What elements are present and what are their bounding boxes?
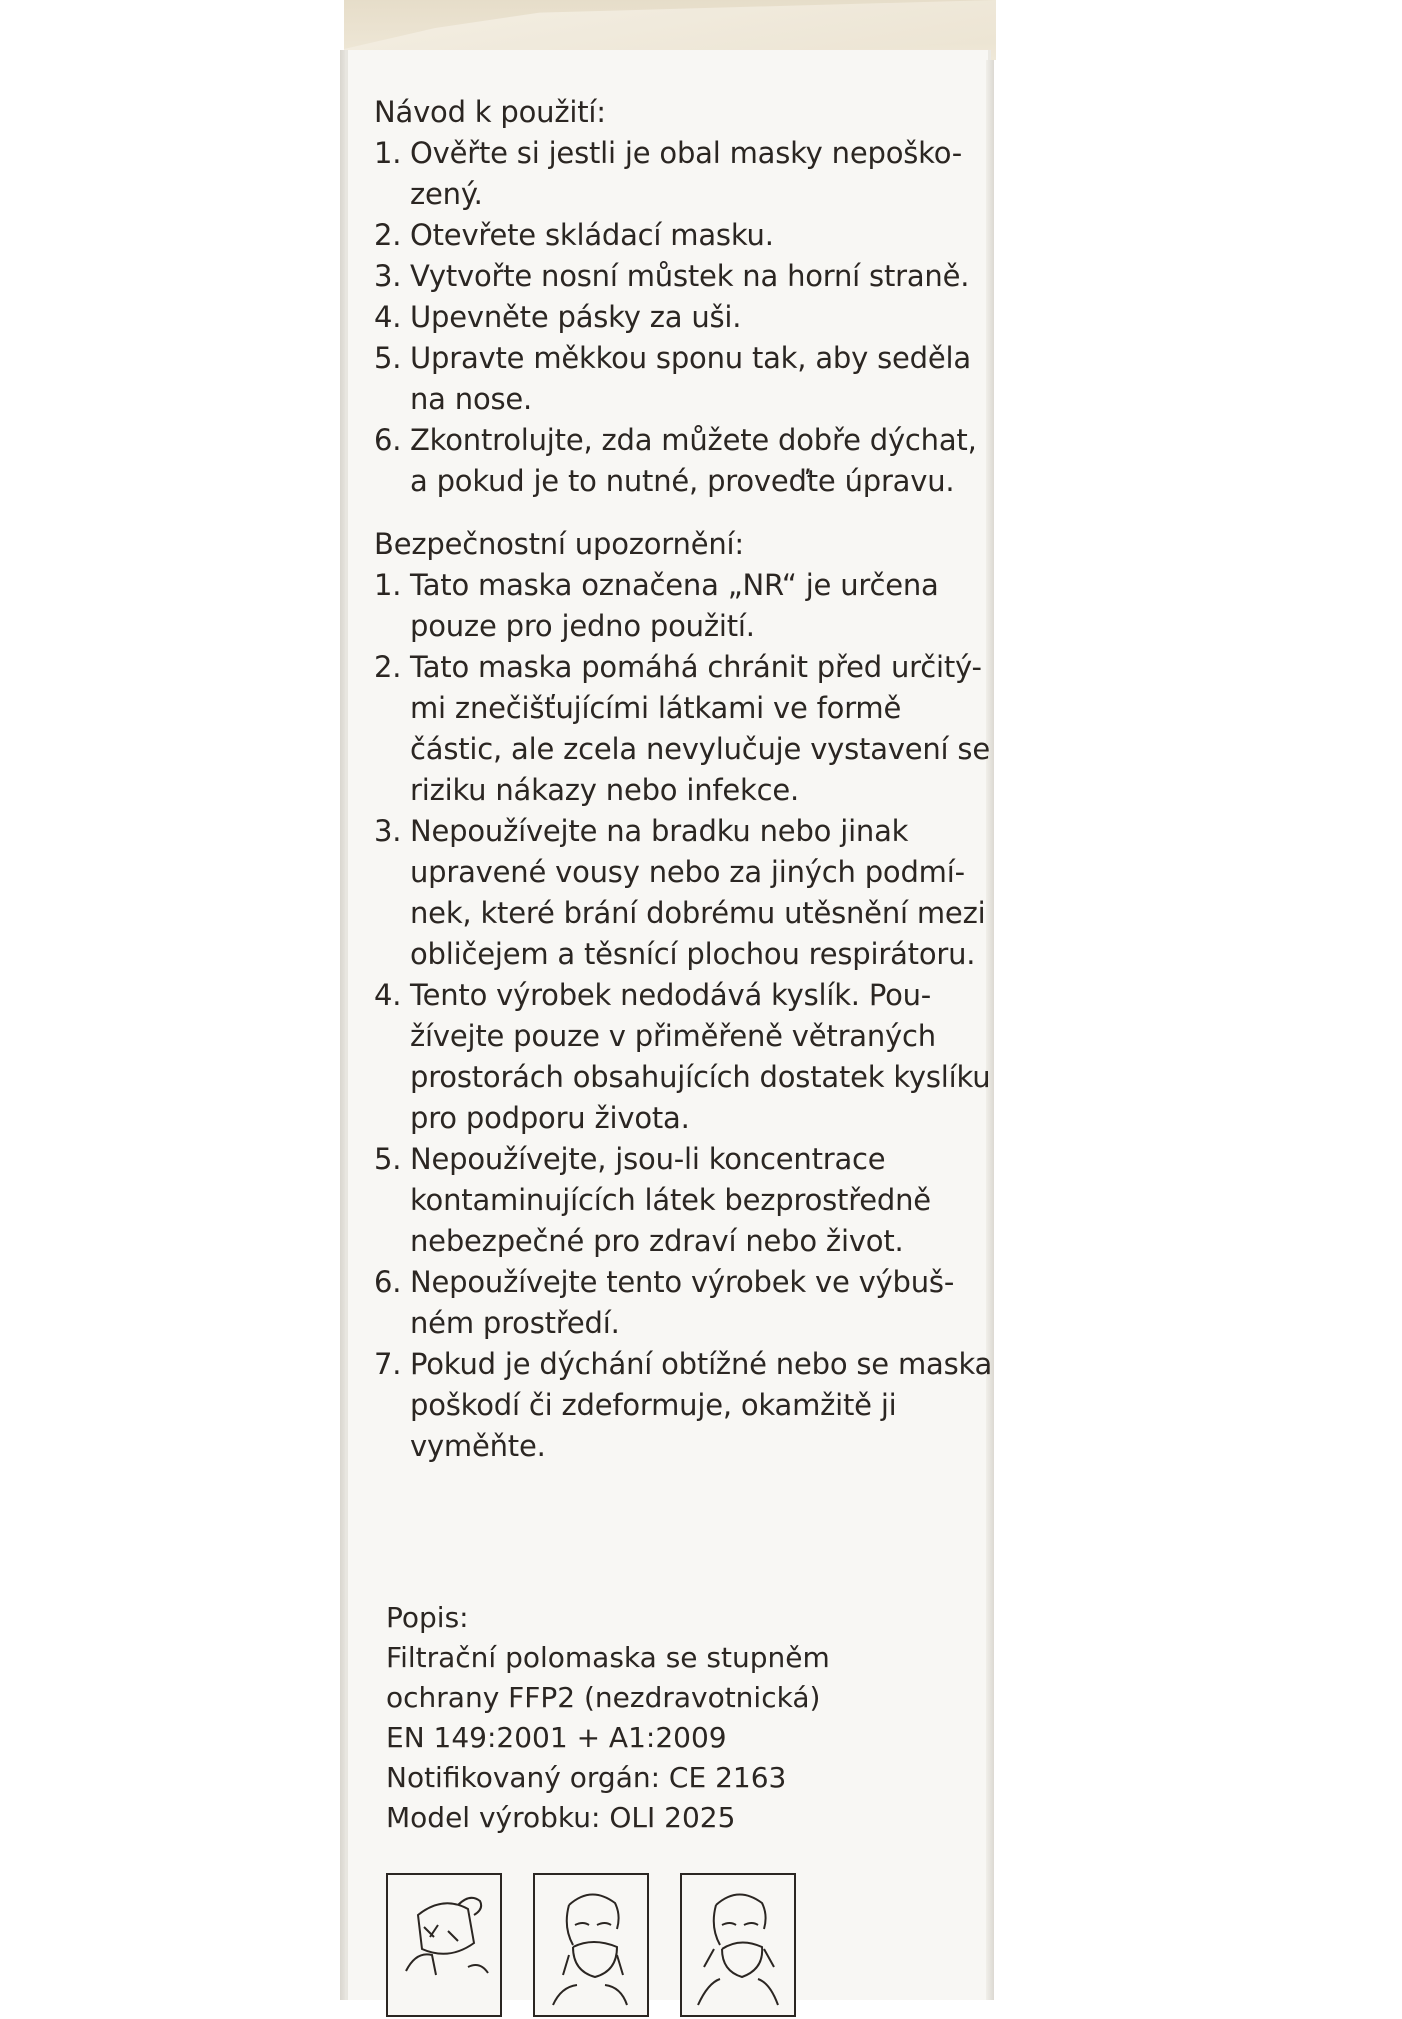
instructions-list: [374, 133, 994, 502]
item-text: Ověřte si jestli je obal masky nepoško-zený.: [410, 136, 963, 211]
item-number: 5.: [374, 1142, 402, 1176]
item-text: Vytvořte nosní můstek na horní straně.: [410, 259, 970, 293]
item-number: 2.: [374, 218, 402, 252]
item-number: 1.: [374, 568, 402, 602]
item-number: 3.: [374, 259, 402, 293]
item-text: Upravte měkkou sponu tak, aby seděla na nose.: [410, 341, 971, 416]
description-line: Notifikovaný orgán: CE 2163: [386, 1761, 787, 1794]
safety-heading: Bezpečnostní upozornění:: [374, 527, 744, 561]
item-text: Otevřete skládací masku.: [410, 218, 774, 252]
safety-item: [374, 1139, 994, 1262]
item-number: 1.: [374, 136, 402, 170]
item-number: 3.: [374, 814, 402, 848]
description-block: [386, 1598, 906, 1838]
safety-item: [374, 1344, 994, 1467]
description-line: ochrany FFP2 (nezdravotnická): [386, 1681, 821, 1714]
instructions-text-block: [374, 92, 994, 1467]
item-text: Tento výrobek nedodává kyslík. Pou-žívejte pouze v přiměřeně větraných prostorách obsahujících dostatek kyslíku pro podporu života.: [410, 978, 991, 1135]
item-number: 6.: [374, 1265, 402, 1299]
safety-list: [374, 565, 994, 1467]
item-number: 5.: [374, 341, 402, 375]
description-line: Filtrační polomaska se stupněm: [386, 1641, 830, 1674]
safety-item: [374, 811, 994, 975]
description-heading: Popis:: [386, 1601, 469, 1634]
description-line: EN 149:2001 + A1:2009: [386, 1721, 727, 1754]
safety-item: [374, 975, 994, 1139]
item-text: Zkontrolujte, zda můžete dobře dýchat, a pokud je to nutné, proveďte úpravu.: [410, 423, 977, 498]
mask-adjust-icon: [680, 1873, 796, 2017]
safety-item: [374, 1262, 994, 1344]
item-text: Tato maska označena „NR“ je určena pouze pro jedno použití.: [410, 568, 939, 643]
item-text: Pokud je dýchání obtížné nebo se maska poškodí či zdeformuje, okamžitě ji vyměňte.: [410, 1347, 993, 1463]
instructions-heading: Návod k použití:: [374, 95, 606, 129]
instruction-item: [374, 215, 994, 256]
instruction-item: [374, 338, 994, 420]
item-text: Nepoužívejte na bradku nebo jinak upravené vousy nebo za jiných podmí-nek, které brání dobrému utěsnění mezi obličejem a těsnící plochou respirátoru.: [410, 814, 986, 971]
item-text: Upevněte pásky za uši.: [410, 300, 742, 334]
safety-item: [374, 647, 994, 811]
instruction-item: [374, 133, 994, 215]
mask-unfold-icon: [386, 1873, 502, 2017]
item-text: Nepoužívejte, jsou-li koncentrace kontaminujících látek bezprostředně nebezpečné pro zdraví nebo život.: [410, 1142, 931, 1258]
instruction-item: [374, 297, 994, 338]
description-line: Model výrobku: OLI 2025: [386, 1801, 736, 1834]
item-number: 2.: [374, 650, 402, 684]
instruction-item: [374, 420, 994, 502]
item-number: 4.: [374, 978, 402, 1012]
item-text: Tato maska pomáhá chránit před určitý-mi znečišťujícími látkami ve formě částic, ale zcela nevylučuje vystavení se riziku nákazy nebo infekce.: [410, 650, 990, 807]
safety-item: [374, 565, 994, 647]
item-number: 6.: [374, 423, 402, 457]
mask-fit-icon: [533, 1873, 649, 2017]
item-number: 4.: [374, 300, 402, 334]
item-text: Nepoužívejte tento výrobek ve výbuš-ném prostředí.: [410, 1265, 955, 1340]
instruction-item: [374, 256, 994, 297]
item-number: 7.: [374, 1347, 402, 1381]
